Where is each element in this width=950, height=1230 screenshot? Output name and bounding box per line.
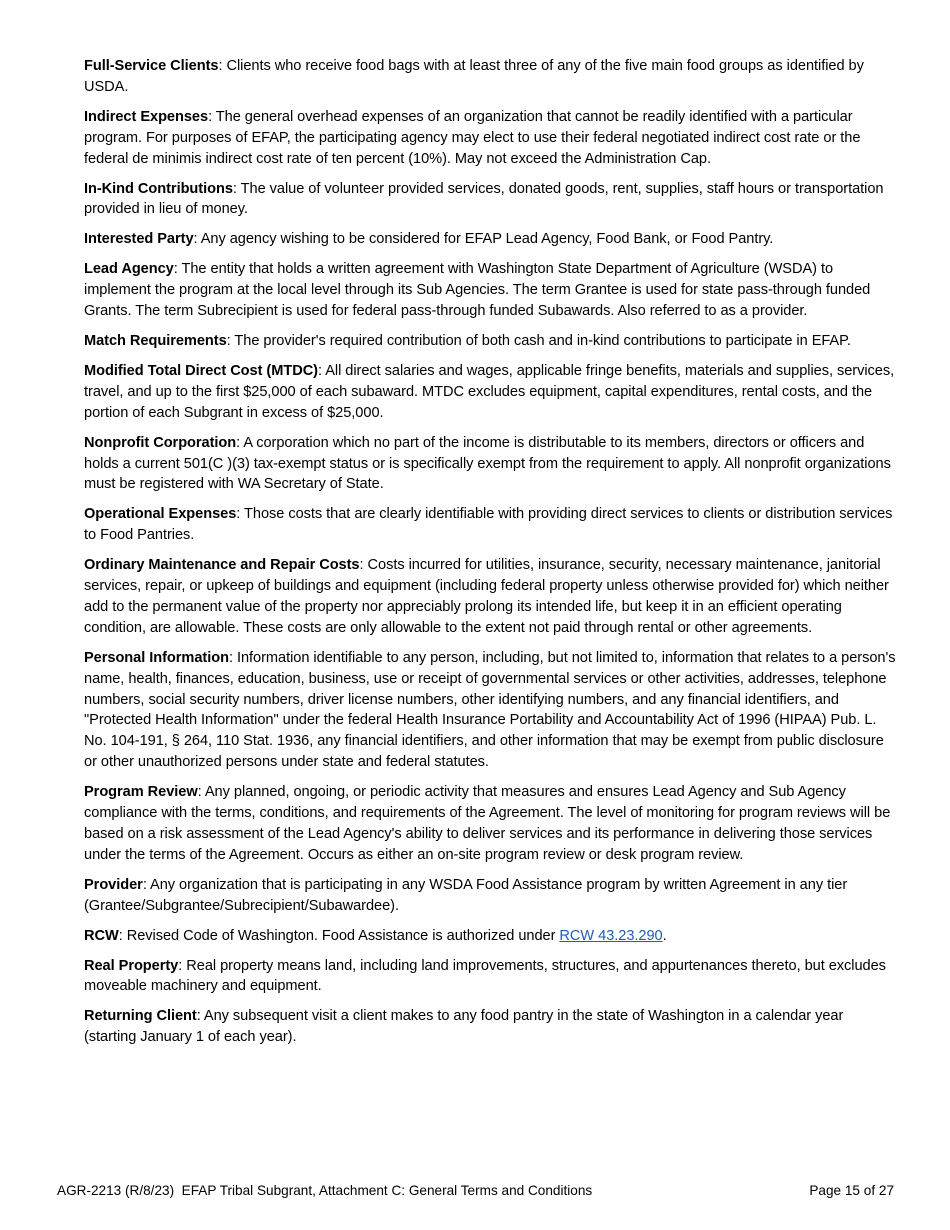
definition-text: : The entity that holds a written agreement with Washington State Department of Agriculture (WSDA) to implement the program at the local level through its Sub Agencies. The term Grantee is used for state pass-through funded Grants. The term Subrecipient is used for federal pass-through funded Subawards. Also referred to as a provider. <box>84 261 871 320</box>
definition-personal-information <box>84 648 896 773</box>
definition-real-property <box>84 956 896 998</box>
definition-text: : Clients who receive food bags with at least three of any of the five main food groups as identified by USDA. <box>84 58 864 95</box>
definition-text: : The general overhead expenses of an organization that cannot be readily identified with a particular program. For purposes of EFAP, the participating agency may elect to use their federal negotiated indirect cost rate or the federal de minimis indirect cost rate of ten percent (10%). May not exceed the Administration Cap. <box>84 108 861 167</box>
term: Indirect Expenses <box>84 108 209 125</box>
term: Operational Expenses <box>84 506 237 523</box>
definition-text: : Any subsequent visit a client makes to any food pantry in the state of Washington in a calendar year (starting January 1 of each year). <box>84 1008 844 1046</box>
term: Interested Party <box>84 231 194 248</box>
term: Program Review <box>84 784 198 801</box>
definition-indirect-expenses <box>84 107 896 170</box>
definition-text: : All direct salaries and wages, applicable fringe benefits, materials and supplies, services, travel, and up to the first $25,000 of each subaward. MTDC excludes equipment, capital expenditures, rental costs, and the portion of each Subgrant in excess of $25,000. <box>84 362 895 421</box>
definition-text: : Costs incurred for utilities, insurance, security, necessary maintenance, janitorial services, repair, or upkeep of buildings and equipment (including federal property unless otherwise provided for) which neither add to the permanent value of the property nor appreciably prolong its intended life, but keep it in an efficient operating condition, are allowable. These costs are only allowable to the extent not paid through rental or other agreements. <box>84 557 889 636</box>
definition-program-review <box>84 782 896 866</box>
term: Real Property <box>84 957 179 974</box>
page-footer <box>57 1183 894 1198</box>
definition-returning-client <box>84 1006 896 1048</box>
term: Ordinary Maintenance and Repair Costs <box>84 557 360 574</box>
definition-text: : The provider's required contribution of both cash and in-kind contributions to participate in EFAP. <box>226 332 851 349</box>
definition-text: : Any planned, ongoing, or periodic activity that measures and ensures Lead Agency and Sub Agency compliance with the terms, conditions, and requirements of the Agreement. The level of monitoring for program reviews will be based on a risk assessment of the Lead Agency's ability to deliver services and its performance in delivering those services under the terms of the Agreement. Occurs as either an on-site program review or desk program review. <box>84 784 891 863</box>
term: RCW <box>84 927 119 944</box>
term: In-Kind Contributions <box>84 180 233 197</box>
definition-text: : Any agency wishing to be considered for EFAP Lead Agency, Food Bank, or Food Pantry. <box>193 231 774 248</box>
term: Personal Information <box>84 649 229 666</box>
definition-text: : A corporation which no part of the income is distributable to its members, directors or officers and holds a current 501(C )(3) tax-exempt status or is specifically exempt from the requirement to apply. All nonprofit organizations must be registered with WA Secretary of State. <box>84 434 891 493</box>
definition-lead-agency <box>84 259 896 322</box>
definition-interested-party <box>84 229 896 250</box>
definition-match-requirements <box>84 331 896 352</box>
definition-text: : The value of volunteer provided services, donated goods, rent, supplies, staff hours or transportation provided in lieu of money. <box>84 180 884 218</box>
term: Returning Client <box>84 1008 197 1025</box>
definition-in-kind-contributions <box>84 179 896 221</box>
definition-text: : Real property means land, including land improvements, structures, and appurtenances thereto, but excludes moveable machinery and equipment. <box>84 957 886 995</box>
definition-full-service-clients <box>84 56 896 98</box>
definition-rcw <box>84 926 896 947</box>
term: Lead Agency <box>84 261 174 278</box>
definition-text-end: . <box>662 927 667 944</box>
definition-text: : Information identifiable to any person, including, but not limited to, information that relates to a person's name, health, finances, education, business, use or receipt of governmental services or other activities, addresses, telephone numbers, social security numbers, driver license numbers, other identifying numbers, and any financial identifiers, and "Protected Health Information" under the federal Health Insurance Portability and Accountability Act of 1996 (HIPAA) Pub. L. No. 104-191, § 264, 110 Stat. 1936, any financial identifiers, and other information that may be exempt from public disclosure or other unauthorized persons under state and federal statutes. <box>84 649 896 771</box>
term: Match Requirements <box>84 332 227 349</box>
definition-mtdc <box>84 361 896 424</box>
definition-text: : Those costs that are clearly identifiable with providing direct services to clients or distribution services to Food Pantries. <box>84 506 893 544</box>
definition-text: : Any organization that is participating in any WSDA Food Assistance program by written Agreement in any tier (Grantee/Subgrantee/Subrecipient/Subawardee). <box>84 876 848 914</box>
definition-text: : Revised Code of Washington. Food Assistance is authorized under <box>118 927 560 944</box>
definition-ordinary-maintenance <box>84 555 896 639</box>
rcw-link[interactable]: RCW 43.23.290 <box>559 927 663 944</box>
page-number: Page 15 of 27 <box>809 1183 894 1198</box>
definition-nonprofit-corporation <box>84 433 896 496</box>
term: Modified Total Direct Cost (MTDC) <box>84 362 318 379</box>
definitions-list <box>84 56 896 1057</box>
term: Nonprofit Corporation <box>84 434 237 451</box>
definition-operational-expenses <box>84 504 896 546</box>
term: Full-Service Clients <box>84 58 219 74</box>
definition-provider <box>84 875 896 917</box>
footer-document-id: AGR-2213 (R/8/23) EFAP Tribal Subgrant, Attachment C: General Terms and Conditions <box>57 1183 593 1198</box>
term: Provider <box>84 876 143 893</box>
